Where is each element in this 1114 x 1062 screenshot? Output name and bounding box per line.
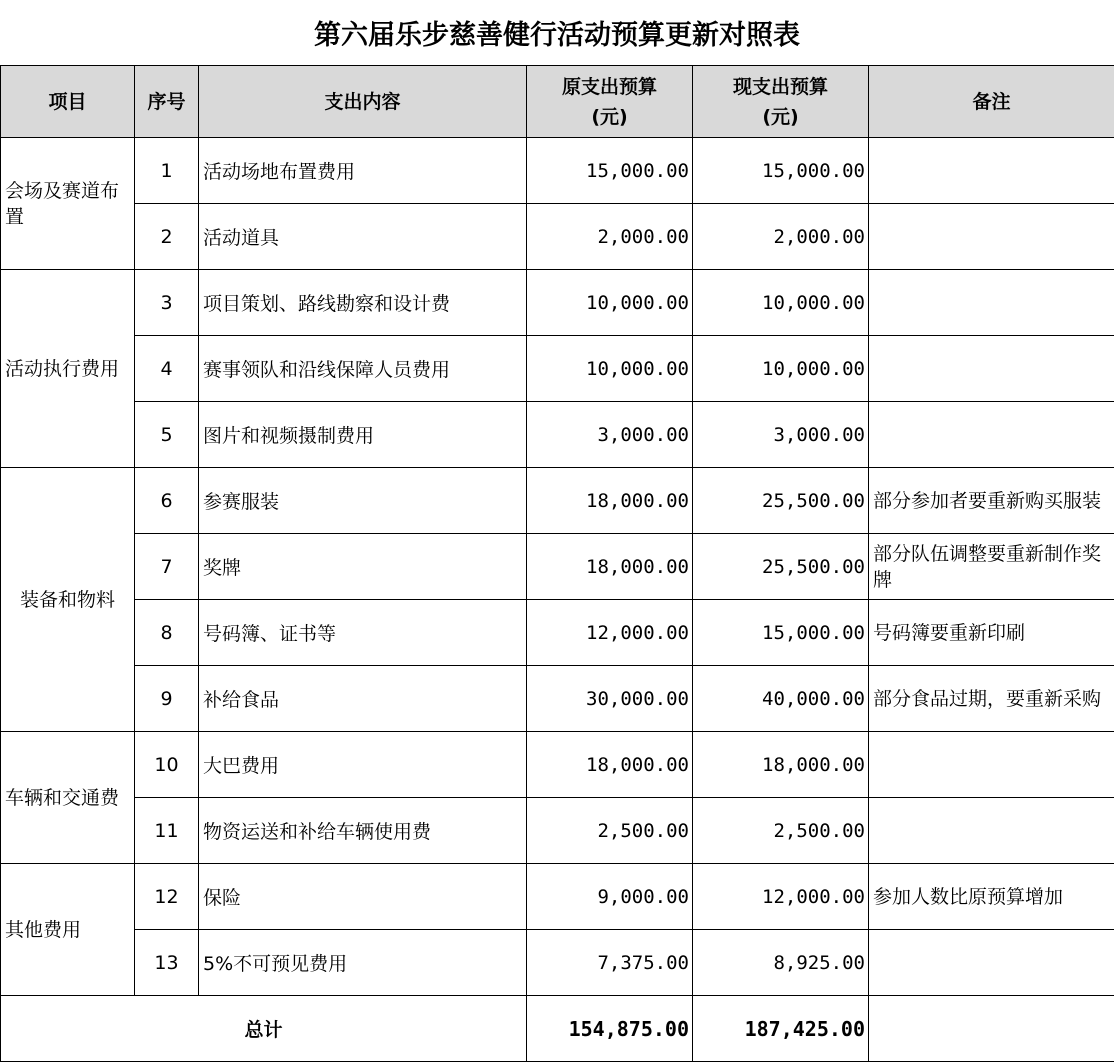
seq-cell: 13 [135, 930, 199, 996]
note-cell [869, 138, 1114, 204]
note-cell: 部分参加者要重新购买服装 [869, 468, 1114, 534]
table-row [1, 468, 1114, 534]
orig-budget-cell: 15,000.00 [527, 138, 693, 204]
note-cell: 部分食品过期，要重新采购 [869, 666, 1114, 732]
seq-cell: 4 [135, 336, 199, 402]
note-cell [869, 732, 1114, 798]
item-cell: 物资运送和补给车辆使用费 [199, 798, 527, 864]
note-cell [869, 204, 1114, 270]
new-budget-cell: 2,500.00 [693, 798, 869, 864]
seq-cell: 6 [135, 468, 199, 534]
note-cell: 部分队伍调整要重新制作奖牌 [869, 534, 1114, 600]
table-row [1, 732, 1114, 798]
note-cell [869, 336, 1114, 402]
note-cell [869, 402, 1114, 468]
table-row [1, 798, 1114, 864]
item-cell: 大巴费用 [199, 732, 527, 798]
header-project: 项目 [1, 66, 135, 138]
new-budget-cell: 25,500.00 [693, 534, 869, 600]
item-cell: 活动场地布置费用 [199, 138, 527, 204]
orig-budget-cell: 30,000.00 [527, 666, 693, 732]
header-seq: 序号 [135, 66, 199, 138]
category-cell: 会场及赛道布置 [1, 138, 135, 270]
orig-budget-cell: 2,500.00 [527, 798, 693, 864]
new-budget-cell: 15,000.00 [693, 138, 869, 204]
note-cell [869, 270, 1114, 336]
header-note: 备注 [869, 66, 1114, 138]
new-budget-cell: 12,000.00 [693, 864, 869, 930]
table-row [1, 204, 1114, 270]
total-new-budget: 187,425.00 [693, 996, 869, 1062]
item-cell: 5%不可预见费用 [199, 930, 527, 996]
item-cell: 项目策划、路线勘察和设计费 [199, 270, 527, 336]
table-row [1, 270, 1114, 336]
seq-cell: 1 [135, 138, 199, 204]
new-budget-cell: 18,000.00 [693, 732, 869, 798]
new-budget-cell: 15,000.00 [693, 600, 869, 666]
seq-cell: 2 [135, 204, 199, 270]
seq-cell: 8 [135, 600, 199, 666]
table-row [1, 402, 1114, 468]
new-budget-cell: 25,500.00 [693, 468, 869, 534]
item-cell: 赛事领队和沿线保障人员费用 [199, 336, 527, 402]
header-orig-budget-unit: (元) [527, 102, 692, 132]
new-budget-cell: 2,000.00 [693, 204, 869, 270]
seq-cell: 7 [135, 534, 199, 600]
note-cell: 号码簿要重新印刷 [869, 600, 1114, 666]
item-cell: 保险 [199, 864, 527, 930]
seq-cell: 12 [135, 864, 199, 930]
orig-budget-cell: 10,000.00 [527, 336, 693, 402]
table-row [1, 336, 1114, 402]
item-cell: 奖牌 [199, 534, 527, 600]
category-cell: 活动执行费用 [1, 270, 135, 468]
header-new-budget-unit: (元) [693, 102, 868, 132]
table-row [1, 864, 1114, 930]
header-new-budget-label: 现支出预算 [693, 72, 868, 102]
note-cell [869, 798, 1114, 864]
orig-budget-cell: 18,000.00 [527, 732, 693, 798]
orig-budget-cell: 12,000.00 [527, 600, 693, 666]
new-budget-cell: 3,000.00 [693, 402, 869, 468]
table-row [1, 930, 1114, 996]
orig-budget-cell: 18,000.00 [527, 534, 693, 600]
category-cell: 其他费用 [1, 864, 135, 996]
category-cell: 装备和物料 [1, 468, 135, 732]
category-cell: 车辆和交通费 [1, 732, 135, 864]
seq-cell: 5 [135, 402, 199, 468]
total-note-cell [869, 996, 1114, 1062]
table-row [1, 666, 1114, 732]
seq-cell: 10 [135, 732, 199, 798]
item-cell: 补给食品 [199, 666, 527, 732]
seq-cell: 9 [135, 666, 199, 732]
orig-budget-cell: 3,000.00 [527, 402, 693, 468]
budget-table [0, 65, 1114, 1062]
seq-cell: 11 [135, 798, 199, 864]
orig-budget-cell: 2,000.00 [527, 204, 693, 270]
header-row [1, 66, 1114, 138]
note-cell: 参加人数比原预算增加 [869, 864, 1114, 930]
header-orig-budget [527, 66, 693, 138]
new-budget-cell: 40,000.00 [693, 666, 869, 732]
new-budget-cell: 10,000.00 [693, 270, 869, 336]
new-budget-cell: 8,925.00 [693, 930, 869, 996]
seq-cell: 3 [135, 270, 199, 336]
note-cell [869, 930, 1114, 996]
page-title: 第六届乐步慈善健行活动预算更新对照表 [0, 0, 1114, 65]
new-budget-cell: 10,000.00 [693, 336, 869, 402]
item-cell: 参赛服装 [199, 468, 527, 534]
table-row [1, 534, 1114, 600]
table-row [1, 600, 1114, 666]
header-content: 支出内容 [199, 66, 527, 138]
header-new-budget [693, 66, 869, 138]
item-cell: 号码簿、证书等 [199, 600, 527, 666]
total-orig-budget: 154,875.00 [527, 996, 693, 1062]
orig-budget-cell: 9,000.00 [527, 864, 693, 930]
orig-budget-cell: 18,000.00 [527, 468, 693, 534]
item-cell: 活动道具 [199, 204, 527, 270]
table-row [1, 138, 1114, 204]
header-orig-budget-label: 原支出预算 [527, 72, 692, 102]
total-row [1, 996, 1114, 1062]
item-cell: 图片和视频摄制费用 [199, 402, 527, 468]
orig-budget-cell: 7,375.00 [527, 930, 693, 996]
total-label: 总计 [1, 996, 527, 1062]
orig-budget-cell: 10,000.00 [527, 270, 693, 336]
